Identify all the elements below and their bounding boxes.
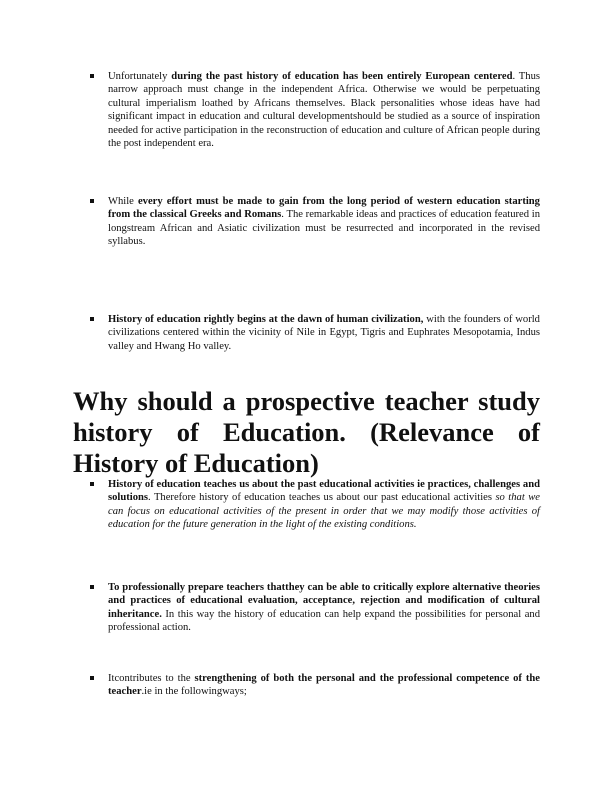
bullet-item	[108, 313, 540, 353]
text: While	[108, 196, 138, 207]
bullet-icon	[90, 585, 94, 589]
bold-text: during the past history of education has been entirely European centered	[171, 71, 513, 82]
text: with the founders of world civilizations centered within the vicinity of Nile in Egypt, Tigris and Euphrates Mesopotamia, Indus valley and Hwang Ho valley.	[108, 314, 540, 352]
bold-text: strengthening of both the personal and the professional competence of the teacher	[108, 673, 540, 698]
bold-text: History of education rightly begins at the dawn of human civilization,	[108, 314, 424, 325]
italic-text: so that we can focus on educational activities of the present in order that we may modify those activities of education for the future generation in the light of the existing conditions.	[108, 492, 540, 531]
bullet-icon	[90, 317, 94, 321]
bold-text: To professionally prepare teachers thatthey can be able to critically explore alternative theories and practices of educational evaluation, acceptance, rejection and modification of cultural inheritance.	[108, 582, 540, 620]
bullet-item	[108, 672, 540, 699]
bullet-item	[108, 70, 540, 150]
bold-text: every effort must be made to gain from the long period of western education starting from the classical Greeks and Romans	[108, 196, 540, 221]
text: . The remarkable ideas and practices of education featured in longstream African and Asiatic civilization must be resurrected and incorporated in the revised syllabus.	[108, 209, 540, 248]
bullet-item	[108, 195, 540, 249]
bold-text: History of education teaches us about the past educational activities ie practices, challenges and solutions	[108, 479, 540, 504]
section-heading: Why should a prospective teacher study history of Education. (Relevance of History of Education)	[73, 386, 540, 478]
text: Itcontributes to the	[108, 673, 195, 684]
text: . Thus narrow approach must change in the independent Africa. Otherwise we would be perpetuating cultural imperialism loathed by Africans themselves. Black personalities whose ideas have had significant impact in education and cultural developmentshould be studied as a source of inspiration needed for active participation in the reconstruction of education and culture of African people during the post independent era.	[108, 71, 540, 150]
bullet-icon	[90, 482, 94, 486]
text: Unfortunately	[108, 71, 172, 82]
bullet-icon	[90, 676, 94, 680]
bullet-icon	[90, 199, 94, 203]
text: In this way the history of education can help expand the possibilities for personal and professional action.	[108, 608, 540, 634]
text: . Therefore history of education teaches us about our past educational activities	[148, 492, 496, 504]
bullet-icon	[90, 74, 94, 78]
text: .ie in the followingways;	[141, 686, 247, 698]
bullet-item	[108, 478, 540, 532]
bullet-item	[108, 581, 540, 635]
